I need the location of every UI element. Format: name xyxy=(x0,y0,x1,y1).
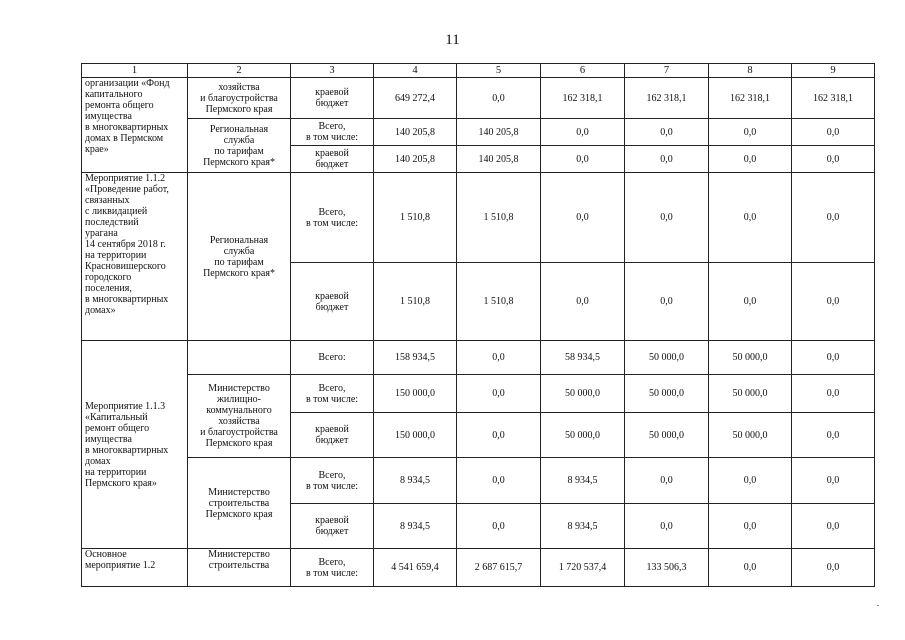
value-cell: 0,0 xyxy=(792,173,875,263)
value-cell: 0,0 xyxy=(541,119,625,146)
activity-cell: Мероприятие 1.1.2 «Проведение работ, связанных с ликвидацией последствий урагана 14 сентября 2018 г. на территории Красновишерского городского поселения, в многоквартирных домах» xyxy=(82,173,188,341)
value-cell: 0,0 xyxy=(709,549,792,587)
source-cell: краевой бюджет xyxy=(291,263,374,341)
value-cell: 2 687 615,7 xyxy=(457,549,541,587)
value-cell: 1 510,8 xyxy=(374,173,457,263)
value-cell: 0,0 xyxy=(792,413,875,458)
header-cell: 4 xyxy=(374,64,457,78)
value-cell: 0,0 xyxy=(541,146,625,173)
value-cell: 8 934,5 xyxy=(374,504,457,549)
table-row xyxy=(82,119,875,146)
source-cell: краевой бюджет xyxy=(291,146,374,173)
value-cell: 50 000,0 xyxy=(625,375,709,413)
value-cell: 50 000,0 xyxy=(625,413,709,458)
value-cell: 162 318,1 xyxy=(625,78,709,119)
value-cell: 8 934,5 xyxy=(541,458,625,504)
value-cell: 140 205,8 xyxy=(374,146,457,173)
value-cell: 0,0 xyxy=(792,549,875,587)
value-cell: 140 205,8 xyxy=(374,119,457,146)
source-cell: Всего: xyxy=(291,341,374,375)
header-cell: 9 xyxy=(792,64,875,78)
executor-cell: Министерство строительства xyxy=(188,549,291,587)
value-cell: 0,0 xyxy=(457,504,541,549)
table-row xyxy=(82,458,875,504)
value-cell: 0,0 xyxy=(625,263,709,341)
value-cell: 1 510,8 xyxy=(374,263,457,341)
value-cell: 162 318,1 xyxy=(541,78,625,119)
value-cell: 0,0 xyxy=(457,458,541,504)
header-cell: 5 xyxy=(457,64,541,78)
activity-cell: Основное мероприятие 1.2 xyxy=(82,549,188,587)
executor-cell: хозяйства и благоустройства Пермского края xyxy=(188,78,291,119)
value-cell: 0,0 xyxy=(457,413,541,458)
scan-mark xyxy=(877,605,879,606)
value-cell: 0,0 xyxy=(792,458,875,504)
source-cell: Всего, в том числе: xyxy=(291,458,374,504)
value-cell: 50 000,0 xyxy=(709,375,792,413)
value-cell: 158 934,5 xyxy=(374,341,457,375)
value-cell: 50 000,0 xyxy=(709,341,792,375)
value-cell: 0,0 xyxy=(792,119,875,146)
header-cell: 7 xyxy=(625,64,709,78)
value-cell: 133 506,3 xyxy=(625,549,709,587)
value-cell: 1 510,8 xyxy=(457,173,541,263)
table-header-row xyxy=(82,64,875,78)
header-cell: 1 xyxy=(82,64,188,78)
value-cell: 58 934,5 xyxy=(541,341,625,375)
executor-cell: Региональная служба по тарифам Пермского края* xyxy=(188,119,291,173)
executor-cell xyxy=(188,341,291,375)
source-cell: Всего, в том числе: xyxy=(291,173,374,263)
value-cell: 0,0 xyxy=(792,263,875,341)
table-row xyxy=(82,173,875,263)
table-row xyxy=(82,341,875,375)
value-cell: 0,0 xyxy=(792,375,875,413)
value-cell: 0,0 xyxy=(709,504,792,549)
value-cell: 162 318,1 xyxy=(792,78,875,119)
value-cell: 1 720 537,4 xyxy=(541,549,625,587)
value-cell: 0,0 xyxy=(709,146,792,173)
value-cell: 8 934,5 xyxy=(541,504,625,549)
value-cell: 0,0 xyxy=(792,504,875,549)
value-cell: 150 000,0 xyxy=(374,375,457,413)
executor-cell: Министерство строительства Пермского края xyxy=(188,458,291,549)
table-row xyxy=(82,549,875,587)
value-cell: 0,0 xyxy=(709,173,792,263)
value-cell: 649 272,4 xyxy=(374,78,457,119)
table-row xyxy=(82,78,875,119)
value-cell: 0,0 xyxy=(792,341,875,375)
executor-cell: Региональная служба по тарифам Пермского края* xyxy=(188,173,291,341)
value-cell: 0,0 xyxy=(709,263,792,341)
table-row xyxy=(82,375,875,413)
value-cell: 0,0 xyxy=(625,458,709,504)
value-cell: 0,0 xyxy=(457,375,541,413)
value-cell: 0,0 xyxy=(457,78,541,119)
activity-cell: организации «Фонд капитального ремонта общего имущества в многоквартирных домах в Пермском крае» xyxy=(82,78,188,173)
value-cell: 0,0 xyxy=(457,341,541,375)
source-cell: краевой бюджет xyxy=(291,413,374,458)
page-number: 11 xyxy=(445,32,460,48)
value-cell: 0,0 xyxy=(792,146,875,173)
activity-cell: Мероприятие 1.1.3 «Капитальный ремонт общего имущества в многоквартирных домах на территории Пермского края» xyxy=(82,341,188,549)
source-cell: краевой бюджет xyxy=(291,504,374,549)
value-cell: 50 000,0 xyxy=(541,375,625,413)
value-cell: 162 318,1 xyxy=(709,78,792,119)
value-cell: 50 000,0 xyxy=(709,413,792,458)
value-cell: 8 934,5 xyxy=(374,458,457,504)
source-cell: Всего, в том числе: xyxy=(291,549,374,587)
value-cell: 0,0 xyxy=(541,173,625,263)
value-cell: 0,0 xyxy=(625,504,709,549)
value-cell: 0,0 xyxy=(709,458,792,504)
executor-cell: Министерство жилищно- коммунального хозяйства и благоустройства Пермского края xyxy=(188,375,291,458)
value-cell: 50 000,0 xyxy=(541,413,625,458)
value-cell: 140 205,8 xyxy=(457,146,541,173)
header-cell: 8 xyxy=(709,64,792,78)
source-cell: краевой бюджет xyxy=(291,78,374,119)
header-cell: 6 xyxy=(541,64,625,78)
budget-table xyxy=(81,63,875,587)
source-cell: Всего, в том числе: xyxy=(291,375,374,413)
value-cell: 0,0 xyxy=(625,146,709,173)
value-cell: 50 000,0 xyxy=(625,341,709,375)
value-cell: 0,0 xyxy=(541,263,625,341)
header-cell: 2 xyxy=(188,64,291,78)
value-cell: 4 541 659,4 xyxy=(374,549,457,587)
header-cell: 3 xyxy=(291,64,374,78)
value-cell: 150 000,0 xyxy=(374,413,457,458)
value-cell: 1 510,8 xyxy=(457,263,541,341)
value-cell: 0,0 xyxy=(625,119,709,146)
value-cell: 0,0 xyxy=(709,119,792,146)
value-cell: 0,0 xyxy=(625,173,709,263)
source-cell: Всего, в том числе: xyxy=(291,119,374,146)
value-cell: 140 205,8 xyxy=(457,119,541,146)
